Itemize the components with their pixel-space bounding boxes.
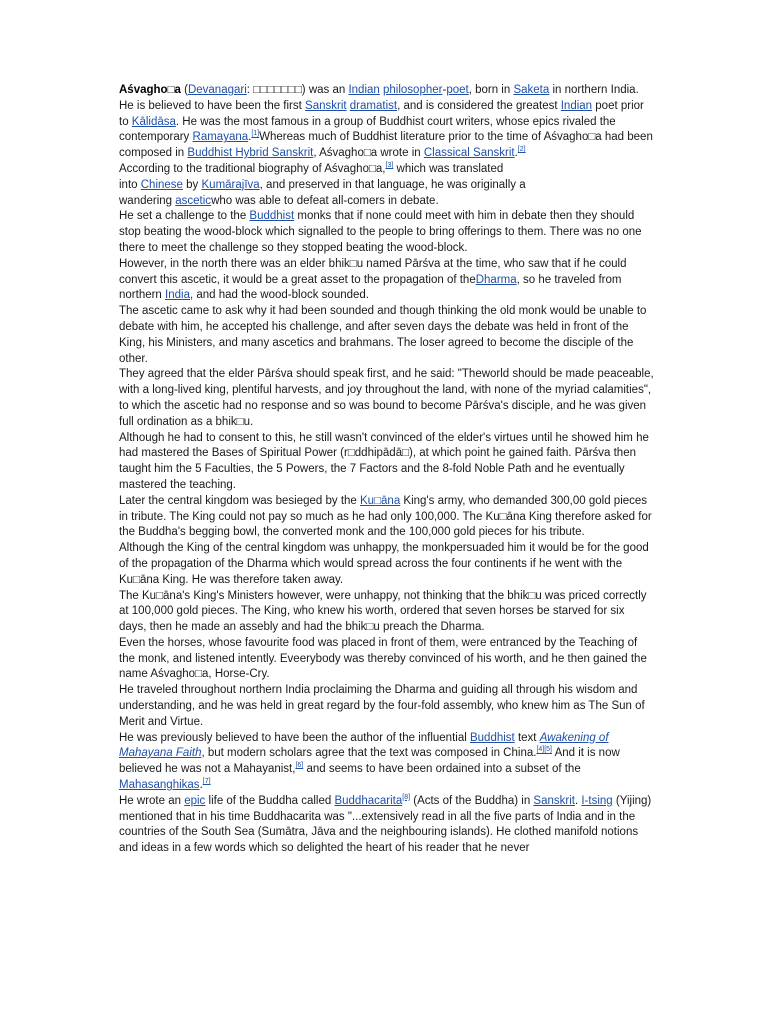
link-kusana[interactable]: Ku□āna [360,494,401,507]
link-devanagari[interactable]: Devanagari [187,84,247,96]
paragraph-siege [119,494,654,541]
link-i-tsing[interactable]: I-tsing [581,794,613,807]
text: Whereas much of Buddhist literature prior to the time of Aśvagho□a had been composed in [119,131,653,160]
paragraph-intro: Aśvagho□a (Devanagari: □□□□□□□) was an Indian philosopher-poet, born in Saketa in northern India. He is believed to have been the first Sanskrit dramatist, and is considered the greatest Indian poet prior to Kālidāsa. He was the most famous in a group of Buddhist court writers, whose epics rivaled the contemporary Ramayana.[1]Whereas much of Buddhist literature prior to the time of Aśvagho□a had been composed in Buddhist Hybrid Sanskrit, Aśvagho□a wrote in Classical Sanskrit.[2] [119,84,653,160]
ref-link[interactable]: [2] [517,146,526,154]
text: . [199,779,203,792]
text: King's army, who demanded 300,00 gold pieces in tribute. The King could not pay so much as he had only 100,000. The Ku□āna King therefore asked for the Buddha's begging bowl, the converted monk and the 100,000 gold pieces for his tribute. [119,494,652,539]
text: life of the Buddha called [205,794,335,807]
link-buddhacarita[interactable]: Buddhacarita [334,794,403,807]
text: , but modern scholars agree that the text was composed in China. [201,747,537,760]
ref-link[interactable]: [3] [385,162,394,170]
text: monks that if none could meet with him in debate then they should stop beating the wood-block which signalled to the people to bring offerings to them. There was no one there to meet the challenge so they stopped beating the wood-block. [119,210,642,254]
text: , and preserved in that language, he was originally a [259,178,526,191]
ref-link[interactable]: [6] [295,762,304,770]
text: He wrote an [119,794,185,807]
text: (Acts of the Buddha) in [410,794,534,807]
reference-7 [203,778,211,785]
link-ascetic[interactable]: ascetic [175,194,212,207]
link-chinese[interactable]: Chinese [140,178,183,191]
link-dharma[interactable]: Dharma [475,273,517,286]
paragraph-faith: Although he had to consent to this, he still wasn't convinced of the elder's virtues until he showed him he had mastered the Bases of Spiritual Power (r□ddhipādā□), at which point he gained faith. Pārśva then taught him the 5 Faculties, the 5 Powers, the 7 Factors and the 8-fold Noble Path and he eventually mastered the teaching. [119,431,649,491]
reference-8 [402,794,410,801]
text: , born in [468,84,514,96]
link-buddhist-hybrid-sanskrit[interactable]: Buddhist Hybrid Sanskrit [187,147,314,160]
text: into [119,178,141,191]
text: . He was the most famous in a group of Buddhist court writers, whose epics rivaled the contemporary [119,115,616,144]
text: (Yijing) mentioned that in his time Buddhacarita was "...extensively read in all the five parts of India and in the countries of the South Sea (Sumātra, Jāva and the neighbouring islands). He clothed manifold notions and ideas in a few words which so delighted the heart of his reader that he never [119,794,652,855]
paragraph-agreement: They agreed that the elder Pārśva should speak first, and he said: "Theworld should be made peaceable, with a long-lived king, plentiful harvests, and joy throughout the land, with none of the myriad calamities", to which the ascetic had no response and so was bound to become Pārśva's disciple, and he was given full ordination as a bhik□u. [119,368,654,428]
link-indian[interactable]: Indian [560,99,593,112]
paragraph-taken-away: Although the King of the central kingdom was unhappy, the monkpersuaded him it would be for the good of the propagation of the Dharma which would spread across the four continents if he went with the Ku□āna King. He was therefore taken away. [119,542,649,586]
paragraph-buddhacarita [119,794,654,857]
text: which was translated [393,162,504,175]
text: who was able to defeat all-comers in debate. [211,194,439,207]
link-awakening-of-mahayana-faith[interactable]: Awakening of Mahayana Faith [119,731,609,760]
text: by [182,178,202,191]
reference-2 [518,146,526,153]
ref-link[interactable]: [1] [251,130,260,138]
ref-link[interactable]: [8] [402,794,411,802]
text: , Aśvagho□a wrote in [313,147,424,160]
paragraph-challenge [119,209,654,256]
text: , and had the wood-block sounded. [189,289,369,302]
text: He set a challenge to the [119,210,250,223]
link-buddhist[interactable]: Buddhist [469,731,515,744]
text: . [574,794,582,807]
paragraph-parsva [119,257,654,304]
link-poet[interactable]: poet [446,84,469,96]
text: text [514,731,540,744]
link-mahasanghikas[interactable]: Mahasanghikas [119,779,200,792]
article-body [119,83,654,857]
link-buddhist[interactable]: Buddhist [249,210,295,223]
link-india[interactable]: India [165,289,190,302]
paragraph-biography [119,162,654,209]
paragraph-debate: The ascetic came to ask why it had been sounded and though thinking the old monk would be unable to debate with him, he accepted his challenge, and after seven days the debate was held in front of the King, his Ministers, and many ascetics and brahmans. The loser agreed to become the disciple of the other. [119,305,647,365]
text: According to the traditional biography of Aśvagho□a, [119,162,386,175]
link-ramayana[interactable]: Ramayana [192,131,249,144]
text: : □□□□□□□) was an [246,84,349,96]
text: in northern India. He is believed to have been the first [119,84,639,112]
link-kalidasa[interactable]: Kālidāsa [131,115,176,128]
text: . [514,147,518,160]
text: - [442,84,447,96]
reference-1 [251,131,259,138]
text: , and is considered the greatest [397,99,561,112]
text: He was previously believed to have been the author of the influential [119,731,470,744]
text: poet prior to [119,99,644,128]
paragraph-travels: He traveled throughout northern India proclaiming the Dharma and guiding all through his wisdom and understanding, and he was held in great regard by the four-fold assembly, who knew him as The Sun of Merit and Virtue. [119,684,645,728]
text: wandering [119,194,176,207]
link-classical-sanskrit[interactable]: Classical Sanskrit [423,147,515,160]
link-sanskrit[interactable]: Sanskrit [305,99,347,112]
link-dramatist[interactable]: dramatist [349,99,398,112]
ref-link[interactable]: [4][5] [536,746,553,754]
link-epic[interactable]: epic [184,794,206,807]
article-title: Aśvagho□a [119,84,181,96]
text: and seems to have been ordained into a subset of the [303,763,581,776]
text: However, in the north there was an elder bhik□u named Pārśva at the time, who saw that if he could convert this ascetic, it would be a great asset to the propagation of the [119,257,627,286]
text: Later the central kingdom was besieged by the [119,494,361,507]
link-sanskrit[interactable]: Sanskrit [533,794,575,807]
link-saketa[interactable]: Saketa [513,84,550,96]
text: , so he traveled from northern [119,273,622,302]
paragraph-authorship [119,731,654,794]
reference-4-5 [536,747,552,754]
text: ( [180,84,188,96]
paragraph-horses: The Ku□āna's King's Ministers however, were unhappy, not thinking that the bhik□u was priced correctly at 100,000 gold pieces. The King, who knew his worth, ordered that seven horses be starved for six days, then he made an assebly and had the bhik□u preach the Dharma. [119,589,647,634]
paragraph-horse-cry: Even the horses, whose favourite food was placed in front of them, were entranced by the Teaching of the monk, and listened intently. Eveerybody was thereby convinced of his worth, and he then gained the name Aśvagho□a, Horse-Cry. [119,636,647,681]
link-indian[interactable]: Indian [348,84,380,96]
link-philosopher[interactable]: philosopher [383,84,443,96]
ref-link[interactable]: [7] [202,778,211,786]
text: And it is now believed he was not a Mahayanist, [119,747,620,776]
link-kumarajiva[interactable]: Kumārajīva [201,178,260,191]
